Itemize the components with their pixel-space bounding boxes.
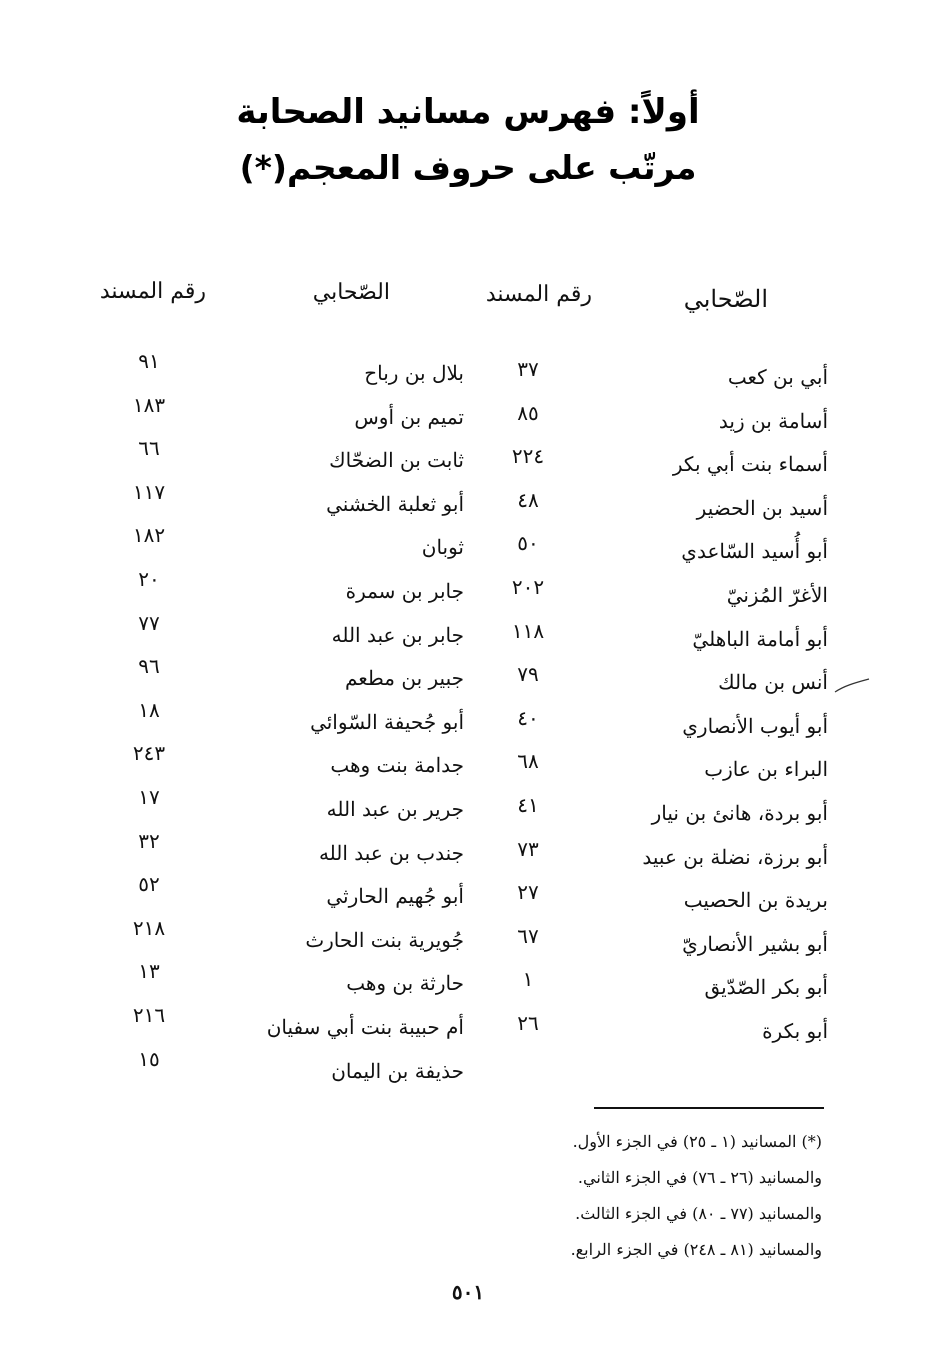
list-item: أبو جُهيم الحارثي bbox=[326, 884, 464, 909]
list-item: ١٥ bbox=[138, 1046, 160, 1071]
list-item: ثوبان bbox=[421, 535, 464, 560]
list-item: أبو برزة، نضلة بن عبيد bbox=[642, 844, 828, 869]
list-item: ١٧ bbox=[138, 784, 160, 809]
list-item: أبو بشير الأنصاريّ bbox=[682, 931, 828, 956]
list-item: ٥٠ bbox=[517, 531, 539, 556]
list-item: ١ bbox=[522, 967, 534, 992]
footnote-line: والمسانيد (٧٧ ـ ٨٠) في الجزء الثالث. bbox=[575, 1204, 822, 1223]
header-number-right: رقم المسند bbox=[485, 282, 592, 307]
list-item: أسماء بنت أبي بكر bbox=[672, 452, 828, 477]
number-list-left bbox=[119, 340, 179, 1081]
list-item: حارثة بن وهب bbox=[346, 971, 464, 996]
list-item: ٩١ bbox=[138, 349, 160, 373]
list-item: ٥٢ bbox=[138, 872, 160, 897]
list-item: ١٨٢ bbox=[132, 523, 166, 548]
list-item: الأغرّ المُزنيّ bbox=[726, 582, 828, 607]
index-title: أولاً: فهرس مسانيد الصحابة bbox=[236, 92, 700, 132]
list-item: ٢٠٢ bbox=[511, 574, 545, 599]
list-item: ٢١٨ bbox=[132, 915, 166, 940]
list-item: ثابت بن الضحّاك bbox=[329, 448, 464, 473]
list-item: أبو بكرة bbox=[762, 1018, 828, 1043]
list-item: بلال بن رباح bbox=[364, 361, 464, 385]
list-item: أبو أمامة الباهليّ bbox=[692, 626, 828, 651]
list-item: أبو أيوب الأنصاري bbox=[682, 713, 828, 738]
list-item: ٤١ bbox=[517, 792, 539, 817]
list-item: ٨٥ bbox=[517, 400, 539, 425]
page-number: ٥٠١ bbox=[451, 1280, 485, 1304]
list-item: جرير بن عبد الله bbox=[326, 796, 464, 821]
list-item: ٢١٦ bbox=[132, 1002, 166, 1027]
list-item: ١١٨ bbox=[511, 618, 545, 643]
list-item: جُويرية بنت الحارث bbox=[305, 927, 464, 952]
list-item: ٩٦ bbox=[138, 654, 160, 679]
list-item: ١١٧ bbox=[132, 479, 166, 504]
list-item: ١٨ bbox=[138, 697, 160, 722]
header-companion-left: الصّحابي bbox=[312, 280, 390, 305]
footnote-line: والمسانيد (٢٦ ـ ٧٦) في الجزء الثاني. bbox=[577, 1168, 822, 1187]
list-item: ٧٣ bbox=[517, 836, 539, 861]
list-item: البراء بن عازب bbox=[704, 757, 828, 782]
number-list-right bbox=[498, 348, 558, 1046]
list-item: ١٣ bbox=[138, 959, 160, 984]
list-item: ٤٨ bbox=[517, 487, 539, 512]
list-item: أنس بن مالك bbox=[718, 670, 828, 695]
list-item: أم حبيبة بنت أبي سفيان bbox=[266, 1014, 464, 1039]
list-item: ٢٤٣ bbox=[132, 741, 166, 766]
header-number-left: رقم المسند bbox=[99, 279, 206, 304]
list-item: ٢٦ bbox=[517, 1010, 539, 1035]
companion-list-right bbox=[642, 356, 828, 1054]
list-item: أبي بن كعب bbox=[727, 365, 828, 389]
list-item: تميم بن أوس bbox=[354, 404, 464, 429]
list-item: أبو أُسيد السّاعدي bbox=[681, 539, 828, 564]
list-item: بريدة بن الحصيب bbox=[683, 888, 828, 913]
list-item: أبو جُحيفة السّوائي bbox=[310, 709, 464, 734]
list-item: ٧٧ bbox=[138, 610, 160, 635]
header-companion-right: الصّحابي bbox=[683, 285, 768, 313]
list-item: ٢٧ bbox=[517, 880, 539, 905]
list-item: جندب بن عبد الله bbox=[318, 840, 464, 865]
list-item: ٦٧ bbox=[517, 923, 539, 948]
list-item: أسيد بن الحضير bbox=[696, 495, 828, 520]
footnote-divider bbox=[594, 1107, 824, 1109]
footnote-line: (*) المسانيد (١ ـ ٢٥) في الجزء الأول. bbox=[572, 1132, 822, 1151]
list-item: ١٨٣ bbox=[132, 392, 166, 417]
list-item: جدامة بنت وهب bbox=[330, 753, 464, 778]
index-subtitle: مرتّب على حروف المعجم(*) bbox=[239, 148, 697, 187]
list-item: ٦٦ bbox=[138, 436, 160, 461]
list-item: ٢٢٤ bbox=[511, 444, 545, 469]
list-item: ٢٠ bbox=[138, 566, 160, 591]
list-item: ٣٢ bbox=[138, 828, 160, 853]
companion-list-left bbox=[267, 352, 464, 1093]
list-item: أبو بكر الصّدّيق bbox=[704, 975, 828, 1000]
list-item: حذيفة بن اليمان bbox=[331, 1058, 464, 1083]
list-item: ٣٧ bbox=[517, 357, 539, 381]
list-item: أسامة بن زيد bbox=[718, 408, 828, 433]
footnote-line: والمسانيد (٨١ ـ ٢٤٨) في الجزء الرابع. bbox=[570, 1240, 822, 1259]
footnotes bbox=[571, 1124, 822, 1268]
list-item: جبير بن مطعم bbox=[344, 666, 464, 691]
list-item: جابر بن عبد الله bbox=[331, 622, 464, 647]
list-item: ٧٩ bbox=[517, 662, 539, 687]
list-item: ٦٨ bbox=[517, 749, 539, 774]
list-item: أبو بردة، هانئ بن نيار bbox=[651, 800, 828, 825]
list-item: أبو ثعلبة الخشني bbox=[326, 491, 464, 516]
list-item: ٤٠ bbox=[517, 705, 539, 730]
list-item: جابر بن سمرة bbox=[345, 578, 464, 603]
handwritten-margin-mark bbox=[834, 676, 870, 694]
